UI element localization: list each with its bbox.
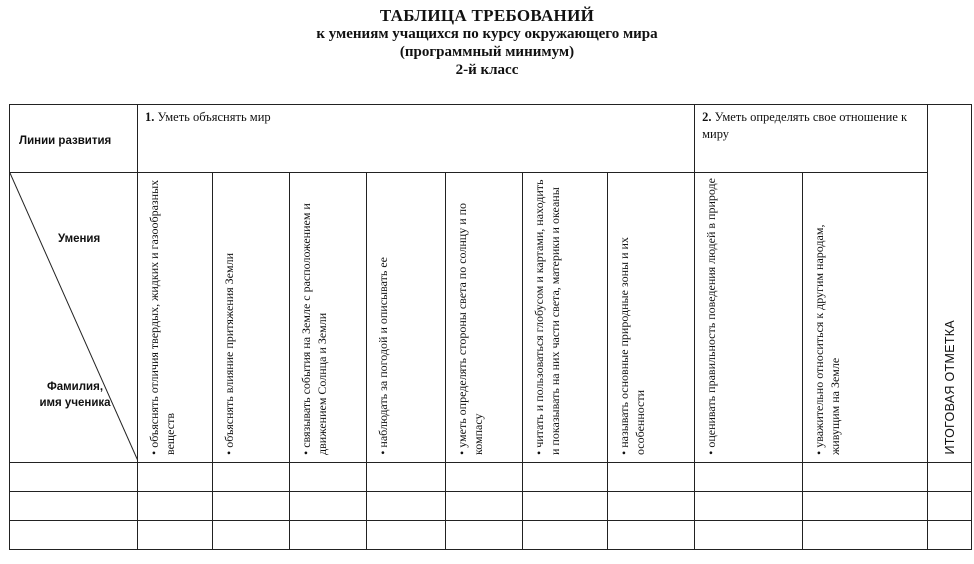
skill-cell [608,173,695,463]
grade-cell[interactable] [803,492,928,521]
skill-cell [695,173,803,463]
header-row [10,105,972,173]
student-label-line1: Фамилия, [46,381,104,393]
grade-cell[interactable] [608,521,695,550]
grade-cell[interactable] [367,463,446,492]
group-number-2: 2. [702,110,712,124]
grade-cell[interactable] [138,521,213,550]
student-name-cell[interactable] [10,521,138,550]
final-grade-value-cell[interactable] [928,521,972,550]
final-grade-cell [928,105,972,463]
final-grade-value-cell[interactable] [928,463,972,492]
skill-cell [367,173,446,463]
student-label-line2: имя ученика [39,397,111,409]
skill-text: • объяснять отличия твердых, жидких и газообразных веществ [147,179,177,455]
grade-cell[interactable] [608,492,695,521]
grade-cell[interactable] [695,463,803,492]
student-row [10,521,972,550]
grade-cell[interactable] [290,463,367,492]
document-subtitle: к умениям учащихся по курсу окружающего мира [316,26,658,42]
skill-text: • читать и пользоваться глобусом и картами, находить и показывать на них части света, материки и океаны [532,179,562,455]
grade-cell[interactable] [446,521,523,550]
student-label [20,379,130,411]
document-subtitle-note: (программный минимум) [399,44,575,60]
diagonal-header-cell [10,173,138,463]
line-label-cell [10,105,138,173]
skills-row [10,173,972,463]
grade-level: 2-й класс [455,62,519,78]
grade-cell[interactable] [523,521,608,550]
grade-cell[interactable] [523,492,608,521]
skill-text: • уметь определять стороны света по солнцу и по компасу [455,202,485,455]
group-title-explain [138,105,694,126]
skill-cell [446,173,523,463]
line-label: Линии развития [19,135,112,147]
grade-cell[interactable] [367,521,446,550]
group-text-1: Уметь объяснять мир [157,110,271,124]
grade-cell[interactable] [803,463,928,492]
grade-cell[interactable] [523,463,608,492]
grade-cell[interactable] [138,463,213,492]
skill-text: • наблюдать за погодой и описывать ее [376,257,390,455]
grade-cell[interactable] [446,492,523,521]
group-number-1: 1. [145,110,155,124]
skill-text: • объяснять влияние притяжения Земли [222,253,236,455]
skill-text: • уважительно относиться к другим народам, живущим на Земле [812,224,843,455]
group-title-attitude [695,105,927,143]
final-grade-label: ИТОГОВАЯ ОТМЕТКА [942,319,957,454]
skill-text: • называть основные природные зоны и их особенности [617,237,647,455]
skill-text: • связывать события на Земле с расположением и движением Солнца и Земли [299,203,329,455]
student-name-cell[interactable] [10,492,138,521]
grade-cell[interactable] [213,492,290,521]
student-row [10,492,972,521]
skills-label: Умения [58,233,101,245]
grade-cell[interactable] [138,492,213,521]
student-row [10,463,972,492]
skill-cell [213,173,290,463]
skill-text: • оценивать правильность поведения людей в природе [704,178,719,455]
final-grade-value-cell[interactable] [928,492,972,521]
diagonal-divider [10,173,138,461]
requirements-table [9,104,972,550]
student-name-cell[interactable] [10,463,138,492]
grade-cell[interactable] [803,521,928,550]
grade-cell[interactable] [446,463,523,492]
group-header-explain [138,105,695,173]
skill-cell [803,173,928,463]
skill-cell [138,173,213,463]
skill-cell [523,173,608,463]
group-text-2: Уметь определять свое отношение к миру [702,110,908,141]
group-header-attitude [695,105,928,173]
grade-cell[interactable] [367,492,446,521]
grade-cell[interactable] [290,521,367,550]
grade-cell[interactable] [695,521,803,550]
grade-cell[interactable] [213,463,290,492]
grade-cell[interactable] [608,463,695,492]
grade-cell[interactable] [213,521,290,550]
document-title: ТАБЛИЦА ТРЕБОВАНИЙ [379,6,595,25]
grade-cell[interactable] [290,492,367,521]
skill-cell [290,173,367,463]
grade-cell[interactable] [695,492,803,521]
